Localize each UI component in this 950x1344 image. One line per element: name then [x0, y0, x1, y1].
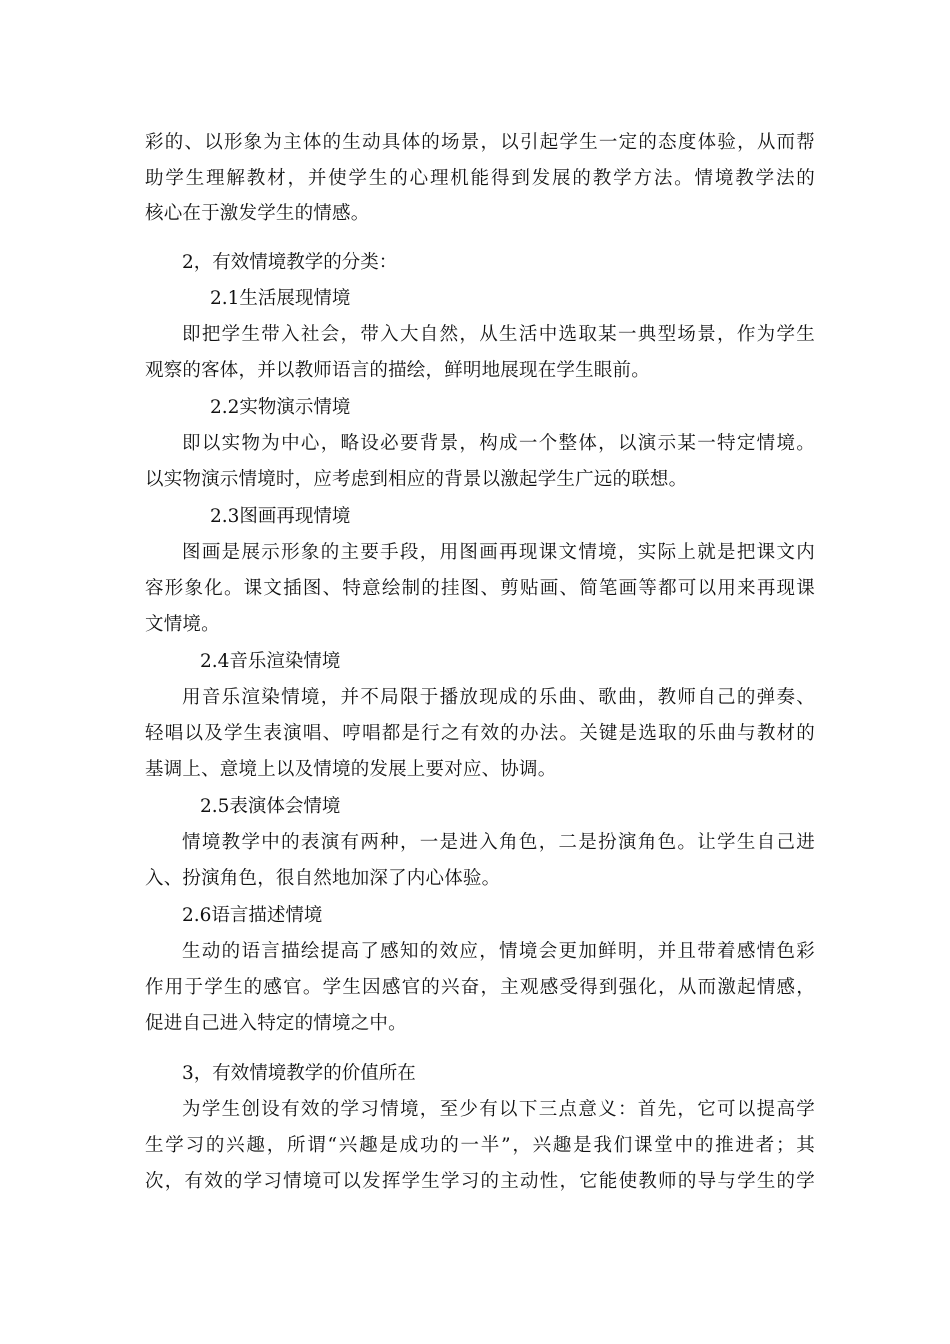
subsection-heading: 2.4音乐渲染情境	[200, 651, 341, 672]
subsection-heading: 2.5表演体会情境	[200, 796, 341, 817]
body-text-line: 轻唱以及学生表演唱、哼唱都是行之有效的办法。关键是选取的乐曲与教材的	[145, 723, 815, 744]
body-text-line: 为学生创设有效的学习情境，至少有以下三点意义：首先，它可以提高学	[182, 1099, 815, 1120]
subsection-heading: 2.3图画再现情境	[210, 506, 351, 527]
body-text-line: 图画是展示形象的主要手段，用图画再现课文情境，实际上就是把课文内	[182, 542, 815, 563]
section-heading: 2，有效情境教学的分类：	[182, 252, 398, 273]
body-text-line: 情境教学中的表演有两种，一是进入角色，二是扮演角色。让学生自己进	[182, 832, 815, 853]
body-text-line: 即把学生带入社会，带入大自然，从生活中选取某一典型场景，作为学生	[182, 324, 815, 345]
body-text-line: 即以实物为中心，略设必要背景，构成一个整体，以演示某一特定情境。	[182, 433, 815, 454]
body-text-line: 作用于学生的感官。学生因感官的兴奋，主观感受得到强化，从而激起情感，	[145, 977, 815, 998]
body-text-line: 观察的客体，并以教师语言的描绘，鲜明地展现在学生眼前。	[145, 360, 650, 381]
body-text-line: 彩的、以形象为主体的生动具体的场景，以引起学生一定的态度体验，从而帮	[145, 132, 815, 153]
body-text-line: 生动的语言描绘提高了感知的效应，情境会更加鲜明，并且带着感情色彩	[182, 941, 815, 962]
body-text-line: 核心在于激发学生的情感。	[145, 203, 370, 224]
body-text-line: 文情境。	[145, 614, 220, 635]
body-text-line: 生学习的兴趣，所谓“兴趣是成功的一半”，兴趣是我们课堂中的推进者；其	[145, 1135, 815, 1156]
body-text-line: 次，有效的学习情境可以发挥学生学习的主动性，它能使教师的导与学生的学	[145, 1171, 815, 1192]
section-heading: 3，有效情境教学的价值所在	[182, 1063, 416, 1084]
body-text-line: 促进自己进入特定的情境之中。	[145, 1013, 407, 1034]
subsection-heading: 2.2实物演示情境	[210, 397, 351, 418]
body-text-line: 入、扮演角色，很自然地加深了内心体验。	[145, 868, 501, 889]
body-text-line: 以实物演示情境时，应考虑到相应的背景以激起学生广远的联想。	[145, 469, 688, 490]
subsection-heading: 2.6语言描述情境	[182, 905, 323, 926]
body-text-line: 用音乐渲染情境，并不局限于播放现成的乐曲、歌曲，教师自己的弹奏、	[182, 687, 815, 708]
subsection-heading: 2.1生活展现情境	[210, 288, 351, 309]
body-text-line: 助学生理解教材，并使学生的心理机能得到发展的教学方法。情境教学法的	[145, 168, 815, 189]
body-text-line: 容形象化。课文插图、特意绘制的挂图、剪贴画、简笔画等都可以用来再现课	[145, 578, 815, 599]
body-text-line: 基调上、意境上以及情境的发展上要对应、协调。	[145, 759, 557, 780]
